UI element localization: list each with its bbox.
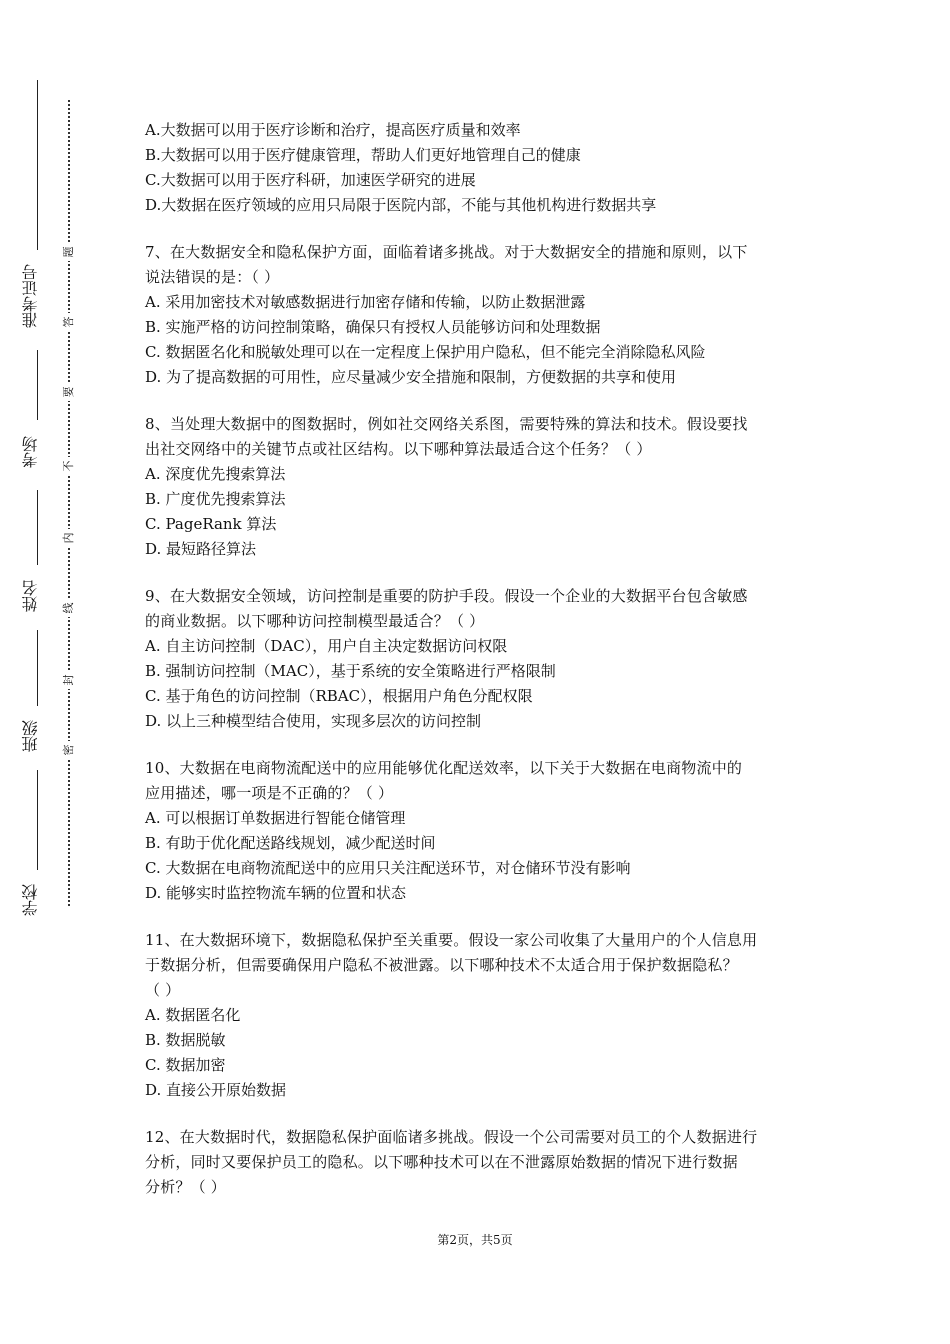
binding-margin bbox=[18, 80, 58, 940]
option-text: D. 能够实时监控物流车辆的位置和状态 bbox=[145, 884, 407, 902]
option-text: B. 数据脱敏 bbox=[145, 1031, 226, 1049]
dotted-divider bbox=[68, 100, 70, 906]
option-text: C. 基于角色的访问控制（RBAC），根据用户角色分配权限 bbox=[145, 687, 533, 705]
question-stem: 出社交网络中的关键节点或社区结构。以下哪种算法最适合这个任务？（ ） bbox=[145, 440, 652, 458]
seal-char: 不 bbox=[63, 457, 75, 475]
question-7 bbox=[145, 240, 815, 390]
question-stem: 7、在大数据安全和隐私保护方面，面临着诸多挑战。对于大数据安全的措施和原则，以下 bbox=[145, 243, 748, 261]
option-text: B. 有助于优化配送路线规划，减少配送时间 bbox=[145, 834, 436, 852]
question-9 bbox=[145, 584, 815, 734]
seal-char: 内 bbox=[63, 529, 75, 547]
field-line bbox=[37, 80, 38, 250]
page-number-footer: 第2页，共5页 bbox=[437, 1233, 513, 1247]
question-stem: 分析？（ ） bbox=[145, 1178, 226, 1196]
field-label: 准考证号 bbox=[21, 264, 40, 328]
seal-char: 答 bbox=[63, 313, 75, 331]
seal-char: 密 bbox=[63, 741, 75, 759]
question-stem: 12、在大数据时代，数据隐私保护面临诸多挑战。假设一个公司需要对员工的个人数据进行 bbox=[145, 1128, 758, 1146]
option-text: D. 为了提高数据的可用性，应尽量减少安全措施和限制，方便数据的共享和使用 bbox=[145, 368, 677, 386]
question-stem: 8、当处理大数据中的图数据时，例如社交网络关系图，需要特殊的算法和技术。假设要找 bbox=[145, 415, 748, 433]
option-text: B.大数据可以用于医疗健康管理，帮助人们更好地管理自己的健康 bbox=[145, 146, 581, 164]
option-text: C. 数据加密 bbox=[145, 1056, 226, 1074]
question-10 bbox=[145, 756, 815, 906]
option-text: C.大数据可以用于医疗科研，加速医学研究的进展 bbox=[145, 171, 476, 189]
question-stem: 应用描述，哪一项是不正确的？（ ） bbox=[145, 784, 394, 802]
option-text: A.大数据可以用于医疗诊断和治疗，提高医疗质量和效率 bbox=[145, 121, 521, 139]
field-name bbox=[18, 490, 58, 630]
continued-options bbox=[145, 118, 815, 218]
question-8 bbox=[145, 412, 815, 562]
seal-line bbox=[60, 100, 78, 906]
question-stem: 的商业数据。以下哪种访问控制模型最适合？（ ） bbox=[145, 612, 485, 630]
question-stem: 11、在大数据环境下，数据隐私保护至关重要。假设一家公司收集了大量用户的个人信息用 bbox=[145, 931, 758, 949]
seal-char: 要 bbox=[63, 383, 75, 401]
option-text: D.大数据在医疗领域的应用只局限于医院内部，不能与其他机构进行数据共享 bbox=[145, 196, 657, 214]
seal-char: 线 bbox=[63, 599, 75, 617]
option-text: B. 广度优先搜索算法 bbox=[145, 490, 286, 508]
question-12 bbox=[145, 1125, 815, 1200]
question-stem: 10、大数据在电商物流配送中的应用能够优化配送效率，以下关于大数据在电商物流中的 bbox=[145, 759, 743, 777]
field-class bbox=[18, 630, 58, 770]
field-line bbox=[37, 630, 38, 706]
seal-char: 封 bbox=[63, 671, 75, 689]
option-text: B. 强制访问控制（MAC），基于系统的安全策略进行严格限制 bbox=[145, 662, 556, 680]
field-line bbox=[37, 350, 38, 420]
option-text: A. 自主访问控制（DAC），用户自主决定数据访问权限 bbox=[145, 637, 508, 655]
field-label: 考场 bbox=[21, 436, 40, 468]
option-text: A. 采用加密技术对敏感数据进行加密存储和传输，以防止数据泄露 bbox=[145, 293, 586, 311]
field-label: 姓名 bbox=[21, 580, 40, 612]
field-label: 学校 bbox=[21, 884, 40, 916]
question-content bbox=[145, 118, 815, 1200]
field-school bbox=[18, 770, 58, 930]
option-text: D. 以上三种模型结合使用，实现多层次的访问控制 bbox=[145, 712, 482, 730]
field-line bbox=[37, 770, 38, 870]
option-text: B. 实施严格的访问控制策略，确保只有授权人员能够访问和处理数据 bbox=[145, 318, 601, 336]
option-text: D. 最短路径算法 bbox=[145, 540, 257, 558]
option-text: A. 数据匿名化 bbox=[145, 1006, 241, 1024]
field-label: 班级 bbox=[21, 720, 40, 752]
question-stem: 说法错误的是：（ ） bbox=[145, 268, 280, 286]
option-text: A. 深度优先搜索算法 bbox=[145, 465, 286, 483]
option-text: A. 可以根据订单数据进行智能仓储管理 bbox=[145, 809, 406, 827]
question-stem: 9、在大数据安全领域，访问控制是重要的防护手段。假设一个企业的大数据平台包含敏感 bbox=[145, 587, 748, 605]
option-text: C. PageRank 算法 bbox=[145, 515, 277, 533]
question-stem: 分析，同时又要保护员工的隐私。以下哪种技术可以在不泄露原始数据的情况下进行数据 bbox=[145, 1153, 738, 1171]
seal-char: 题 bbox=[63, 243, 75, 261]
field-line bbox=[37, 490, 38, 565]
field-exam-room bbox=[18, 350, 58, 490]
question-11 bbox=[145, 928, 815, 1103]
option-text: C. 数据匿名化和脱敏处理可以在一定程度上保护用户隐私，但不能完全消除隐私风险 bbox=[145, 343, 706, 361]
option-text: C. 大数据在电商物流配送中的应用只关注配送环节，对仓储环节没有影响 bbox=[145, 859, 631, 877]
field-exam-number bbox=[18, 80, 58, 350]
question-stem: 于数据分析，但需要确保用户隐私不被泄露。以下哪种技术不太适合用于保护数据隐私？ bbox=[145, 956, 738, 974]
option-text: D. 直接公开原始数据 bbox=[145, 1081, 287, 1099]
question-stem: （ ） bbox=[145, 981, 181, 999]
